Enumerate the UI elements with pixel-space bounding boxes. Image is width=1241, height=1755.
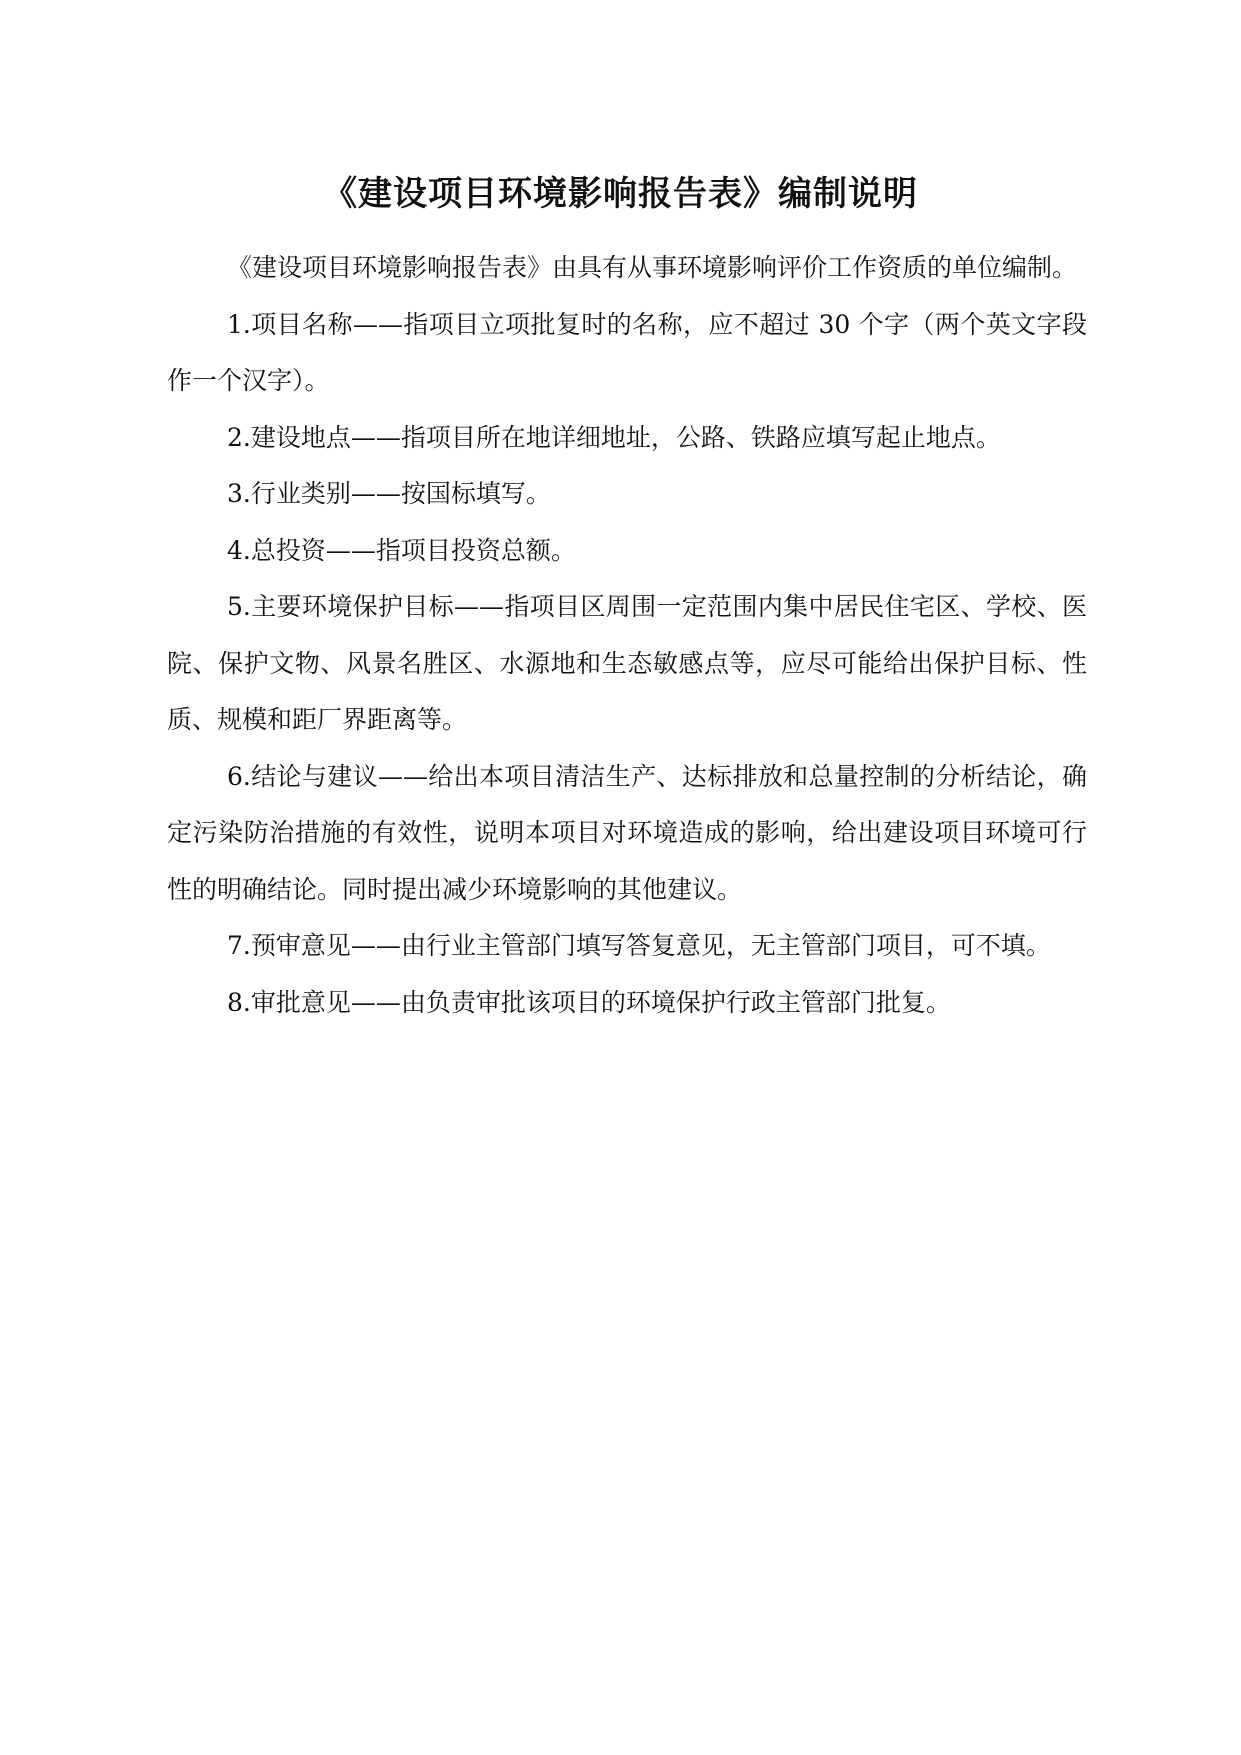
item-industry-category: 3.行业类别——按国标填写。 xyxy=(227,479,551,508)
item-approval-opinion: 8.审批意见——由负责审批该项目的环境保护行政主管部门批复。 xyxy=(227,987,951,1017)
item-preliminary-review: 7.预审意见——由行业主管部门填写答复意见，无主管部门项目，可不填。 xyxy=(227,931,1051,960)
item-conclusion-suggestions: 6.结论与建议——给出本项目清洁生产、达标排放和总量控制的分析结论，确定污染防治措施的有效性，说明本项目对环境造成的影响，给出建设项目环境可行性的明确结论。同时提出减少环境影响的其他建议。 xyxy=(167,761,1087,904)
item-total-investment: 4.总投资——指项目投资总额。 xyxy=(227,535,576,565)
item-protection-targets: 5.主要环境保护目标——指项目区周围一定范围内集中居民住宅区、学校、医院、保护文物、风景名胜区、水源地和生态敏感点等，应尽可能给出保护目标、性质、规模和距厂界距离等。 xyxy=(167,592,1087,734)
document-title: 《建设项目环境影响报告表》编制说明 xyxy=(323,174,918,214)
item-construction-site: 2.建设地点——指项目所在地详细地址，公路、铁路应填写起止地点。 xyxy=(227,422,1001,452)
intro-paragraph: 《建设项目环境影响报告表》由具有从事环境影响评价工作资质的单位编制。 xyxy=(227,253,1078,282)
document-body xyxy=(167,240,1087,1031)
item-project-name: 1.项目名称——指项目立项批复时的名称，应不超过 30 个字（两个英文字段作一个汉字）。 xyxy=(167,309,1087,395)
